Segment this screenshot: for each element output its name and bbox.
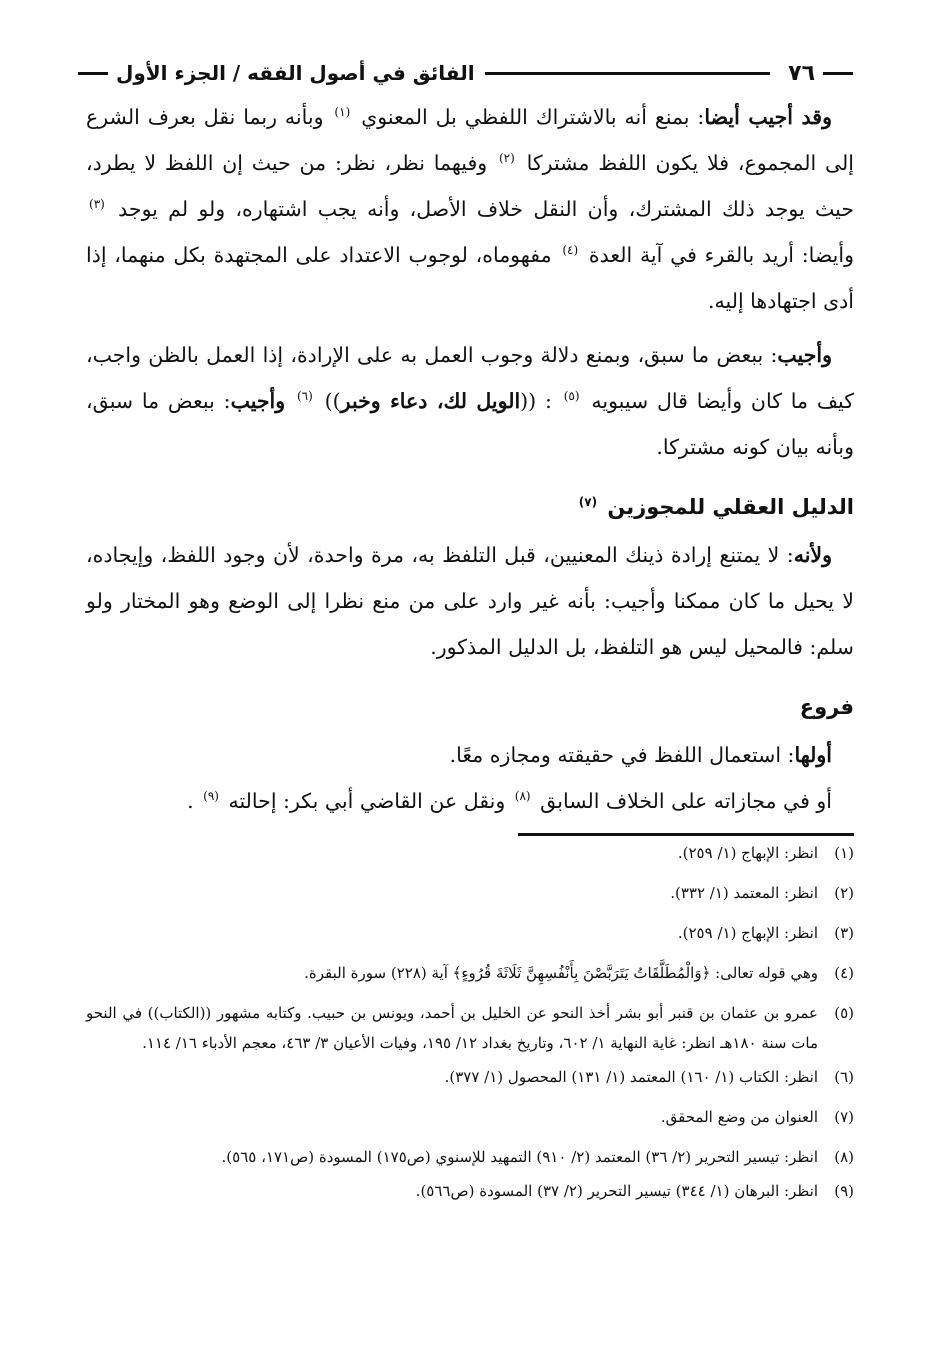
footnote-ref-6[interactable]: (٦)	[296, 389, 313, 404]
section-heading-text: الدليل العقلي للمجوزين	[607, 495, 854, 519]
paragraph-text: : ((	[520, 389, 552, 413]
footnote-ref-5[interactable]: (٥)	[563, 389, 580, 404]
main-text	[86, 94, 854, 824]
footnote-item	[86, 838, 854, 868]
footnote-separator	[518, 833, 854, 836]
footnote-number: (٣)	[834, 924, 854, 942]
paragraph-text: : بمنع أنه بالاشتراك اللفظي بل المعنوي	[361, 105, 705, 129]
paragraph-lead: أولها	[794, 743, 832, 767]
footnote-text: العنوان من وضع المحقق.	[660, 1108, 818, 1126]
paragraph-text: ))	[324, 389, 341, 413]
footnote-item	[86, 1142, 854, 1172]
footnote-number: (٩)	[834, 1182, 854, 1200]
footnote-text: انظر: الإبهاج (١/ ٢٥٩).	[677, 924, 818, 942]
footnote-ref-8[interactable]: (٨)	[514, 789, 531, 804]
footnote-number: (٦)	[834, 1068, 854, 1086]
footnote-number: (٧)	[834, 1108, 854, 1126]
quoted-phrase: الويل لك، دعاء وخبر	[340, 389, 521, 413]
paragraph-text: وبأنه ربما نقل بعرف الشرع إلى المجموع، فلا يكون اللفظ مشتركا	[86, 105, 854, 175]
footnote-text: انظر: البرهان (١/ ٣٤٤) تيسير التحرير (٢/ ٣٧) المسودة (ص٥٦٦).	[415, 1182, 818, 1200]
footnote-number: (٨)	[834, 1148, 854, 1166]
header-rule	[485, 72, 771, 75]
running-title: الفائق في أصول الفقه / الجزء الأول	[116, 61, 475, 85]
paragraph-3	[86, 532, 854, 670]
footnote-number: (٢)	[834, 884, 854, 902]
footnote-text: انظر: تيسير التحرير (٢/ ٣٦) المعتمد (٢/ ٩١٠) التمهيد للإسنوي (ص١٧٥) المسودة (ص١٧١، ٥٦٥).	[221, 1148, 818, 1166]
footnote-number: (٥)	[834, 1004, 854, 1022]
paragraph-text: : ببعض ما سبق، وبمنع دلالة وجوب العمل به على الإرادة، إذا العمل بالظن واجب، كيف ما كان وأيضا قال سيبويه	[86, 343, 854, 413]
footnote-item	[86, 1062, 854, 1092]
paragraph-text: .	[187, 789, 194, 813]
paragraph-text: : لا يمتنع إرادة ذينك المعنيين، قبل التلفظ به، مرة واحدة، لأن وجود اللفظ، وإيجاده، لا يحيل ما كان ممكنا وأجيب: بأنه غير وارد على من منع نظرا إلى الوضع وهو المختار ولو سلم: فالمحيل ليس هو التلفظ، بل الدليل المذكور.	[86, 543, 854, 659]
footnote-item	[86, 878, 854, 908]
page-number: ٧٦	[788, 60, 815, 86]
footnotes	[86, 838, 854, 1216]
footnote-text: انظر: الإبهاج (١/ ٢٥٩).	[677, 844, 818, 862]
paragraph-text: أو في مجازاته على الخلاف السابق	[540, 789, 832, 813]
paragraph-2	[86, 332, 854, 470]
footnote-text: عمرو بن عثمان بن قنبر أبو بشر أخذ النحو عن الخليل بن أحمد، ويونس بن حبيب. وكتابه مشهور ((الكتاب)) في النحو مات سنة ١٨٠هـ انظر: غاية النهاية ١/ ٦٠٢، وتاريخ بغداد ١٢/ ١٩٥، وفيات الأعيان ٣/ ٤٦٣، معجم الأدباء ١٦/ ١١٤.	[86, 1004, 818, 1052]
section-heading	[86, 484, 854, 530]
footnote-item	[86, 918, 854, 948]
footnote-ref-3[interactable]: (٣)	[89, 197, 105, 212]
paragraph-text: ونقل عن القاضي أبي بكر: إحالته	[228, 789, 506, 813]
footnote-item	[86, 958, 854, 988]
running-header	[78, 56, 853, 90]
footnote-number: (١)	[834, 844, 854, 862]
paragraph-4	[86, 732, 854, 778]
footnote-ref-9[interactable]: (٩)	[203, 789, 219, 804]
footnote-ref-7[interactable]: (٧)	[578, 495, 598, 509]
paragraph-text: : استعمال اللفظ في حقيقته ومجازه معًا.	[449, 743, 795, 767]
section-heading	[86, 684, 854, 730]
paragraph-lead: وقد أجيب أيضا	[704, 105, 833, 129]
footnote-number: (٤)	[834, 964, 854, 982]
footnote-item	[86, 1176, 854, 1206]
footnote-text: انظر: الكتاب (١/ ١٦٠) المعتمد (١/ ١٣١) المحصول (١/ ٣٧٧).	[444, 1068, 818, 1086]
paragraph-5	[86, 778, 854, 824]
footnote-text: انظر: المعتمد (١/ ٣٣٢).	[670, 884, 818, 902]
footnote-text: وهي قوله تعالى: ﴿وَالْمُطَلَّقَاتُ يَتَرَبَّصْنَ بِأَنْفُسِهِنَّ ثَلَاثَةَ قُرُوءٍ﴾ آية (٢٢٨) سورة البقرة.	[304, 964, 818, 982]
paragraph-1	[86, 94, 854, 324]
paragraph-text: مفهوماه، لوجوب الاعتداد على المجتهدة بكل منهما، إذا أدى اجتهادها إليه.	[86, 243, 854, 313]
header-dash-left	[78, 72, 108, 75]
footnote-ref-1[interactable]: (١)	[334, 105, 351, 120]
section-heading-text: فروع	[799, 695, 854, 719]
header-dash-right	[823, 72, 853, 75]
footnote-ref-2[interactable]: (٢)	[498, 151, 515, 166]
paragraph-lead: وأجيب	[230, 389, 286, 413]
paragraph-text: وفيهما نظر، نظر: من حيث إن اللفظ لا يطرد، حيث يوجد ذلك المشترك، وأن النقل خلاف الأصل، وأنه يجب اشتهاره، ولو لم يوجد	[86, 151, 854, 221]
paragraph-text: : ببعض ما سبق، وبأنه بيان كونه مشتركا.	[86, 389, 854, 459]
paragraph-lead: وأجيب	[777, 343, 832, 367]
footnote-item	[86, 998, 854, 1058]
paragraph-text: وأيضا: أريد بالقرء في آية العدة	[588, 243, 854, 267]
footnote-item	[86, 1102, 854, 1132]
paragraph-lead: ولأنه	[793, 543, 832, 567]
footnote-ref-4[interactable]: (٤)	[562, 243, 579, 258]
